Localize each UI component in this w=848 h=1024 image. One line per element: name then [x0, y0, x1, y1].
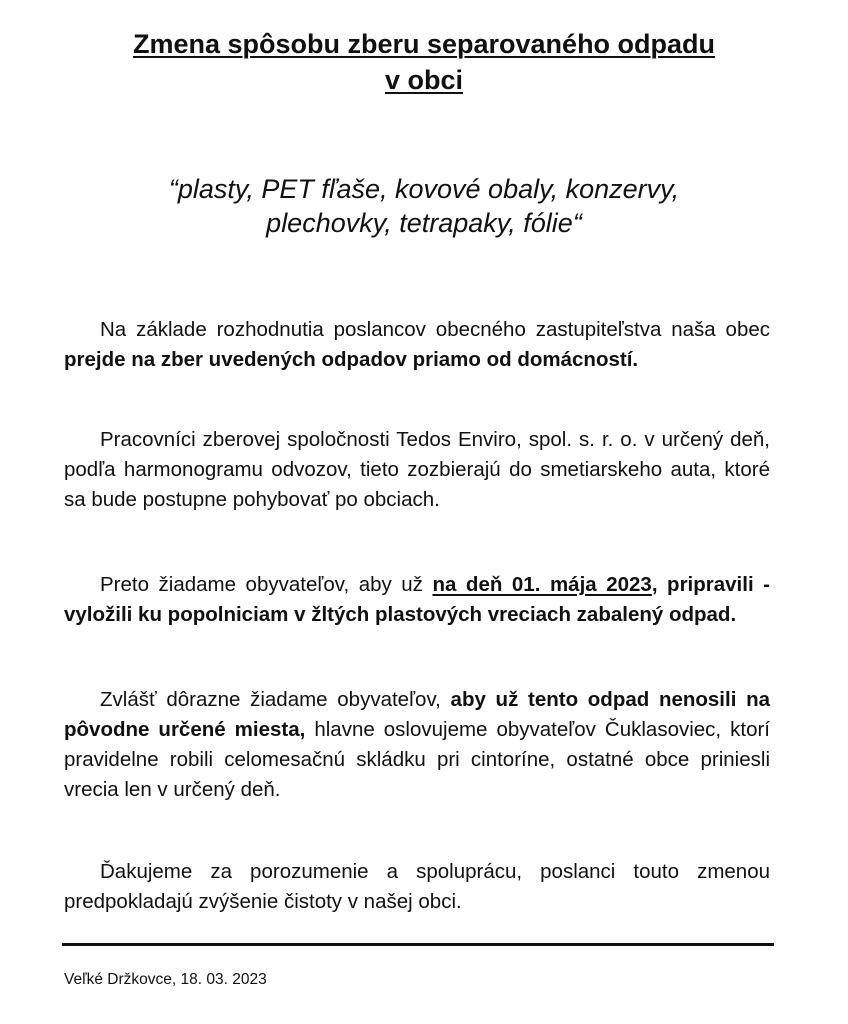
title-line-1: Zmena spôsobu zberu separovaného odpadu [132, 29, 716, 59]
subtitle-line-1: “plasty, PET fľaše, kovové obaly, konzervy, [168, 174, 680, 204]
paragraph-warning [64, 685, 770, 805]
paragraph-collection-company-text: Pracovníci zberovej spoločnosti Tedos Enviro, spol. s. r. o. v určený deň, podľa harmonogramu odvozov, tieto zozbierajú do smetiarskeho auta, ktoré sa bude postupne pohybovať po obciach. [64, 428, 770, 511]
paragraph-start-date-text: Preto žiadame obyvateľov, aby už [100, 573, 433, 596]
paragraph-decision [64, 315, 770, 375]
waste-types-subtitle [40, 172, 808, 240]
paragraph-collection-company [64, 425, 770, 515]
paragraph-start-date [64, 570, 770, 630]
footer-divider [62, 943, 774, 946]
paragraph-start-date-emphasis: pripravili - vyložili ku popolniciam v žltých plastových vreciach zabalený odpad. [64, 573, 770, 626]
subtitle-line-2: plechovky, tetrapaky, fólie“ [266, 208, 582, 238]
title-line-2: v obci [384, 65, 464, 95]
page-title [40, 26, 808, 98]
footer-place-date: Veľké Držkovce, 18. 03. 2023 [64, 971, 267, 988]
paragraph-warning-text-2: hlavne oslovujeme obyvateľov Čuklasoviec, ktorí pravidelne robili celomesačnú skládku pri cintoríne, ostatné obce priniesli vrecia len v určený deň. [64, 718, 771, 801]
start-date: na deň 01. mája 2023 [432, 573, 652, 596]
paragraph-warning-text-1: Zvlášť dôrazne žiadame obyvateľov, [100, 688, 451, 711]
paragraph-thanks-text: Ďakujeme za porozumenie a spoluprácu, poslanci touto zmenou predpokladajú zvýšenie čistoty v našej obci. [64, 860, 770, 913]
start-date-comma: , [651, 573, 658, 596]
paragraph-decision-emphasis: prejde na zber uvedených odpadov priamo od domácností. [64, 348, 639, 371]
paragraph-decision-text: Na základe rozhodnutia poslancov obecného zastupiteľstva naša obec [100, 318, 770, 341]
paragraph-thanks [64, 857, 770, 917]
paragraph-warning-emphasis: aby už tento odpad nenosili na pôvodne určené miesta, [64, 688, 770, 741]
